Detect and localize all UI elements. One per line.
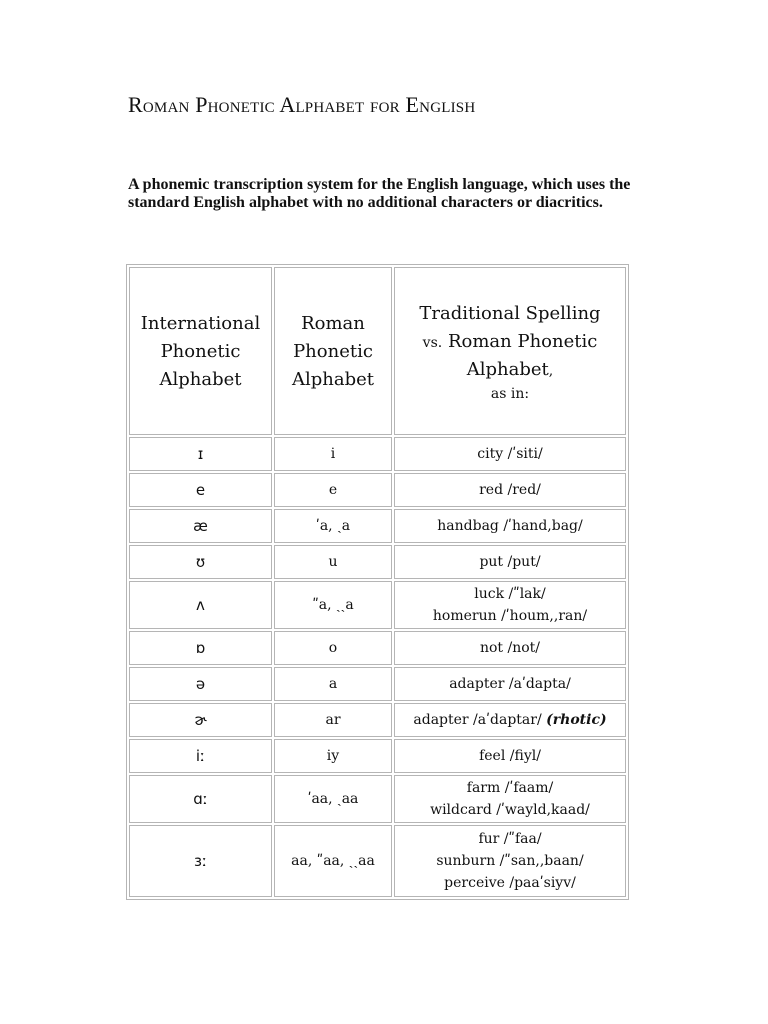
ipa-symbol: iː (129, 739, 272, 773)
example-text: handbag /ʹhand,bag/ (437, 518, 583, 534)
example-text: sunburn /ʺsan,,baan/ (436, 853, 584, 869)
example-line (397, 551, 623, 573)
header-traditional-line1: Traditional Spelling (419, 303, 601, 324)
rpa-symbol: o (274, 631, 392, 665)
example-line (397, 828, 623, 850)
example-text: adapter /aʹdaptar/ (413, 712, 542, 728)
rpa-symbol: e (274, 473, 392, 507)
header-vs: vs. (422, 335, 443, 351)
example-text: homerun /ʹhoum,,ran/ (432, 608, 588, 624)
ipa-symbol: ɜː (129, 825, 272, 897)
example-cell (394, 667, 626, 701)
table-row (129, 825, 626, 897)
rpa-symbol: a (274, 667, 392, 701)
header-as-in: as in: (490, 386, 530, 402)
header-traditional (394, 267, 626, 435)
example-line (397, 745, 623, 767)
example-line (397, 709, 623, 731)
table-body (129, 437, 626, 897)
ipa-symbol: ɑː (129, 775, 272, 823)
rhotic-note: (rhotic) (546, 712, 607, 728)
example-text: adapter /aʹdapta/ (449, 676, 571, 692)
table-header-row (129, 267, 626, 435)
ipa-symbol: æ (129, 509, 272, 543)
header-ipa: International Phonetic Alphabet (129, 267, 272, 435)
header-comma: , (548, 363, 554, 379)
example-line (397, 777, 623, 799)
table-row (129, 703, 626, 737)
example-line (397, 605, 623, 627)
example-cell (394, 473, 626, 507)
phonetic-table (126, 264, 629, 900)
rpa-symbol: ar (274, 703, 392, 737)
example-cell (394, 739, 626, 773)
example-cell (394, 631, 626, 665)
rpa-symbol: aa, ʺaa, ˏˏaa (274, 825, 392, 897)
rpa-symbol: i (274, 437, 392, 471)
ipa-symbol: ɚ (129, 703, 272, 737)
example-cell (394, 825, 626, 897)
table-row (129, 581, 626, 629)
table-row (129, 473, 626, 507)
example-text: feel /fiyl/ (479, 748, 541, 764)
header-rpa-name: Roman Phonetic Alphabet (447, 331, 598, 380)
example-text: fur /ʺfaa/ (478, 831, 542, 847)
ipa-symbol: ʌ (129, 581, 272, 629)
example-line (397, 673, 623, 695)
page-title: Roman Phonetic Alphabet for English (128, 92, 476, 117)
example-text: farm /ʹfaam/ (466, 780, 554, 796)
example-cell (394, 775, 626, 823)
example-cell (394, 581, 626, 629)
example-cell (394, 437, 626, 471)
ipa-symbol: ɪ (129, 437, 272, 471)
table-row (129, 545, 626, 579)
rpa-symbol: ʹa, ˏa (274, 509, 392, 543)
example-cell (394, 545, 626, 579)
example-text: put /put/ (479, 554, 541, 570)
rpa-symbol: ʹaa, ˏaa (274, 775, 392, 823)
example-cell (394, 509, 626, 543)
rpa-symbol: u (274, 545, 392, 579)
example-text: not /not/ (479, 640, 541, 656)
table-row (129, 509, 626, 543)
rpa-symbol: ʺa, ˏˏa (274, 581, 392, 629)
example-line (397, 443, 623, 465)
header-traditional-line2 (397, 328, 623, 384)
example-text: red /red/ (479, 482, 541, 498)
table-row (129, 437, 626, 471)
ipa-symbol: ɒ (129, 631, 272, 665)
example-line (397, 850, 623, 872)
example-text: city /ʹsiti/ (477, 446, 543, 462)
example-text: luck /ʺlak/ (474, 586, 546, 602)
example-line (397, 637, 623, 659)
intro-paragraph: A phonemic transcription system for the English language, which uses the standard English alphabet with no additional characters or diacritics. (128, 176, 631, 211)
example-line (397, 872, 623, 894)
example-line (397, 479, 623, 501)
ipa-symbol: e (129, 473, 272, 507)
table-row (129, 631, 626, 665)
table-row (129, 775, 626, 823)
example-cell (394, 703, 626, 737)
example-line (397, 799, 623, 821)
example-line (397, 515, 623, 537)
table-row (129, 739, 626, 773)
header-rpa: Roman Phonetic Alphabet (274, 267, 392, 435)
example-text: perceive /paaʹsiyv/ (444, 875, 576, 891)
example-line (397, 583, 623, 605)
ipa-symbol: ʊ (129, 545, 272, 579)
ipa-symbol: ə (129, 667, 272, 701)
table-row (129, 667, 626, 701)
rpa-symbol: iy (274, 739, 392, 773)
example-text: wildcard /ʹwayld,kaad/ (430, 802, 590, 818)
